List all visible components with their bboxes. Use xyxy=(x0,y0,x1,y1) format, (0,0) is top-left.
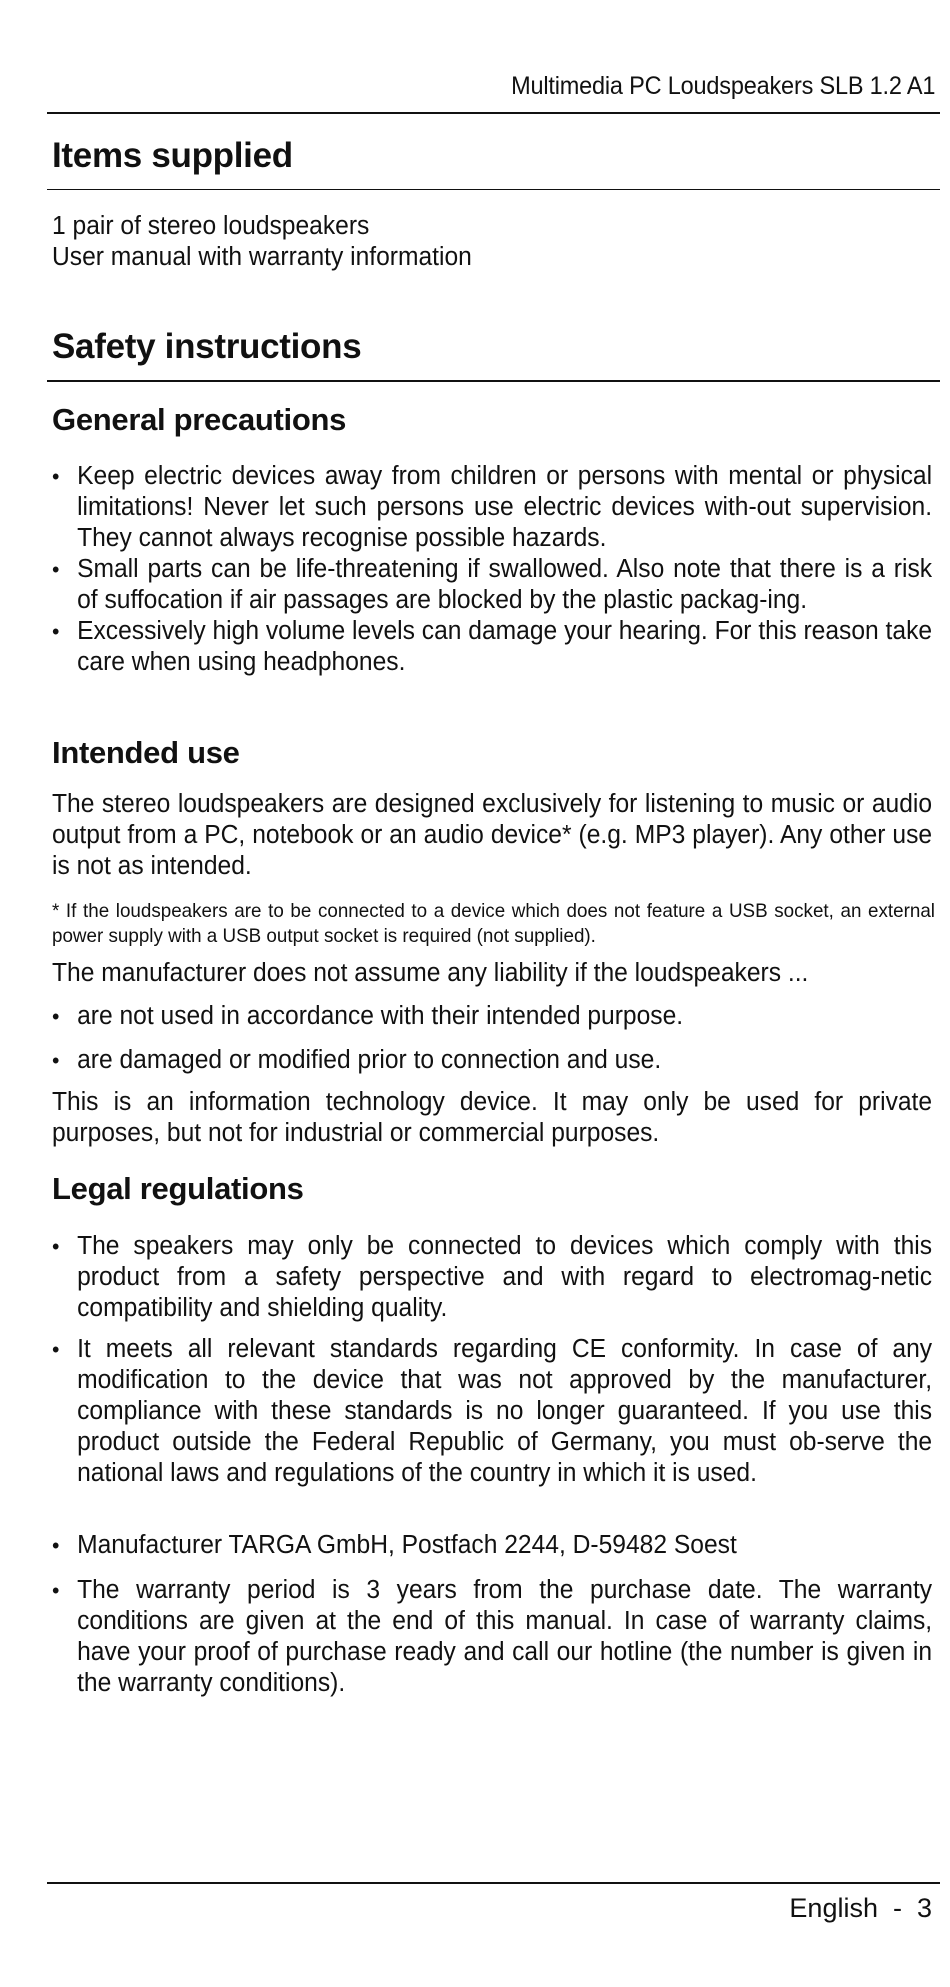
header-rule xyxy=(47,112,940,114)
general-precautions-heading: General precautions xyxy=(52,402,347,437)
intended-use-heading: Intended use xyxy=(52,735,240,770)
list-item: • It meets all relevant standards regarding CE conformity. In case of any modification to the device that was not approved by the manufacturer, compliance with these standards is no longer guaranteed. If you use this product outside the Federal Republic of Germany, you must ob-serve the national laws and regulations of the country in which it is used. xyxy=(52,1334,932,1489)
list-item: • Excessively high volume levels can damage your hearing. For this reason take care when using headphones. xyxy=(52,616,932,678)
footer-rule xyxy=(47,1882,940,1884)
legal-list-3 xyxy=(52,1530,932,1561)
list-item: • Keep electric devices away from children or persons with mental or physical limitations! Never let such persons use electric devices with-out supervision. They cannot always recognise possible hazards. xyxy=(52,461,932,554)
items-supplied-rule xyxy=(47,189,940,190)
liability-list-2 xyxy=(52,1045,932,1076)
legal-list-4 xyxy=(52,1575,932,1699)
running-header: Multimedia PC Loudspeakers SLB 1.2 A1 xyxy=(510,72,935,100)
list-item: • The speakers may only be connected to devices which comply with this product from a safety perspective and with regard to electromag-netic compatibility and shielding quality. xyxy=(52,1231,932,1324)
general-precautions-list xyxy=(52,461,932,678)
safety-rule xyxy=(47,380,940,382)
list-item: User manual with warranty information xyxy=(52,243,472,271)
list-item: • The warranty period is 3 years from the purchase date. The warranty conditions are given at the end of this manual. In case of warranty claims, have your proof of purchase ready and call our hotline (the number is given in the warranty conditions). xyxy=(52,1575,932,1699)
usb-footnote: * If the loudspeakers are to be connected to a device which does not feature a USB socket, an external power supply with a USB output socket is required (not supplied). xyxy=(52,900,935,947)
list-item: 1 pair of stereo loudspeakers xyxy=(52,212,370,240)
liability-list xyxy=(52,1001,932,1032)
list-item: • are not used in accordance with their intended purpose. xyxy=(52,1001,932,1032)
legal-list-2 xyxy=(52,1334,932,1489)
intended-use-paragraph: The stereo loudspeakers are designed exclusively for listening to music or audio output from a PC, notebook or an audio device* (e.g. MP3 player). Any other use is not as intended. xyxy=(52,790,933,880)
list-item: • Small parts can be life-threatening if swallowed. Also note that there is a risk of suffocation if air passages are blocked by the plastic packag-ing. xyxy=(52,554,932,616)
items-supplied-list xyxy=(52,211,932,273)
page-number: English - 3 xyxy=(789,1893,932,1923)
legal-regulations-heading: Legal regulations xyxy=(52,1171,304,1206)
list-item: • Manufacturer TARGA GmbH, Postfach 2244, D-59482 Soest xyxy=(52,1530,932,1561)
items-supplied-heading: Items supplied xyxy=(52,136,293,175)
closing-paragraph: This is an information technology device. It may only be used for private purposes, but not for industrial or commercial purposes. xyxy=(52,1088,933,1147)
safety-heading: Safety instructions xyxy=(52,327,362,366)
legal-list-1 xyxy=(52,1231,932,1324)
liability-intro: The manufacturer does not assume any liability if the loudspeakers ... xyxy=(52,959,809,987)
list-item: • are damaged or modified prior to connection and use. xyxy=(52,1045,932,1076)
